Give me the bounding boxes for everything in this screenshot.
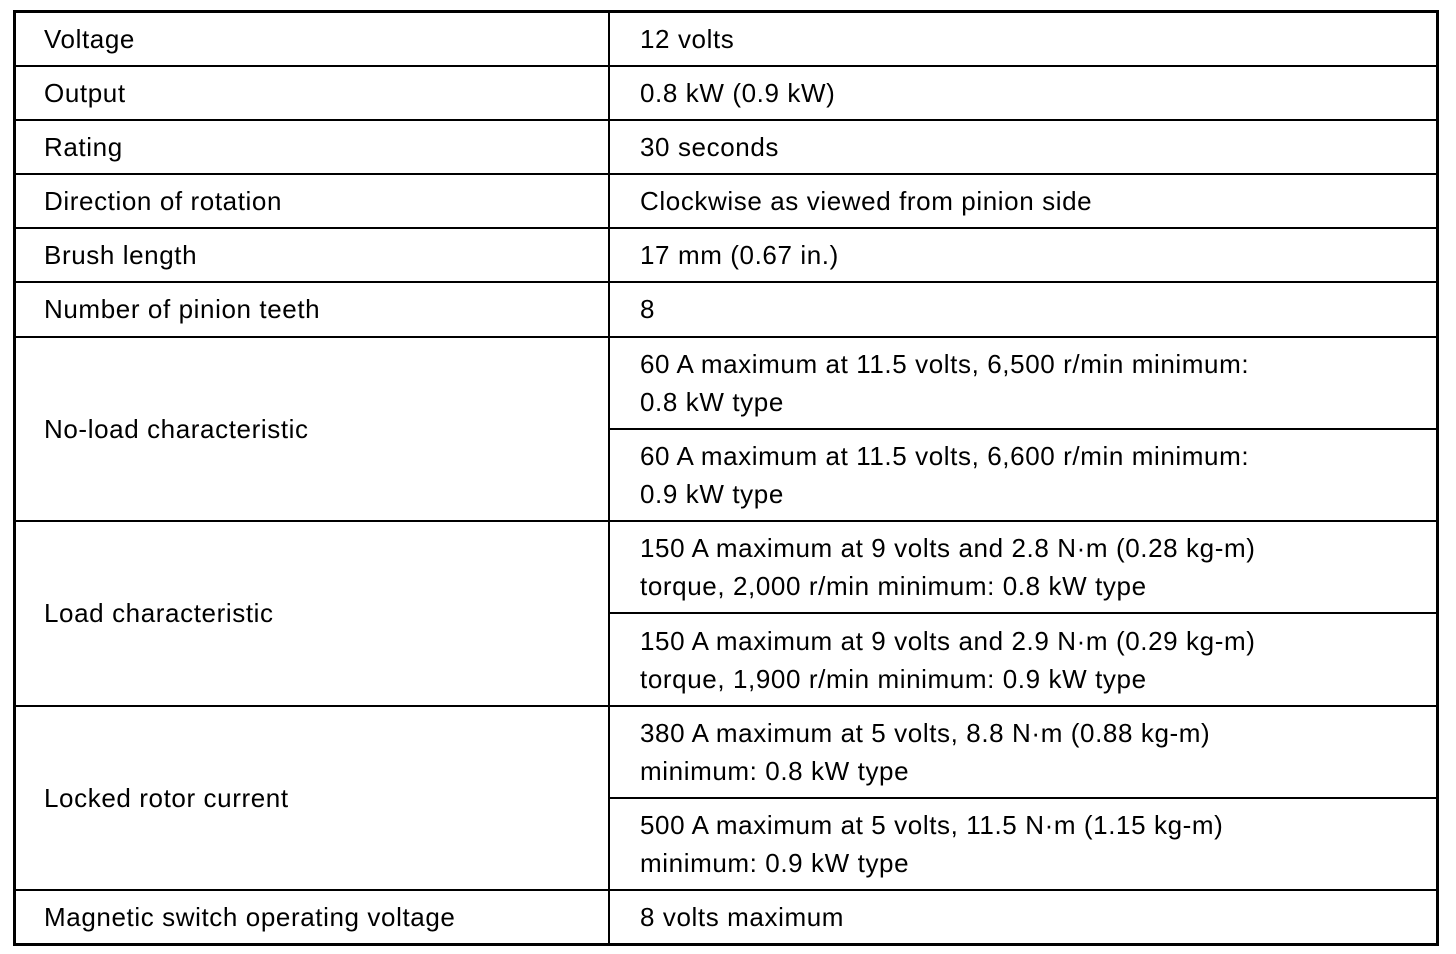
- row-label-output: Output: [15, 66, 610, 120]
- table-row: [15, 120, 1438, 174]
- value-line: minimum: 0.9 kW type: [640, 848, 910, 879]
- row-value-locked-rotor-1: [609, 706, 1438, 798]
- row-value-load-2: [609, 613, 1438, 705]
- row-value-no-load-1: [609, 337, 1438, 429]
- table-row: [15, 228, 1438, 282]
- value-line: minimum: 0.8 kW type: [640, 755, 910, 786]
- row-value-no-load-2: [609, 429, 1438, 521]
- value-line: 0.9 kW type: [640, 478, 784, 509]
- table-row: [15, 66, 1438, 120]
- value-line: 150 A maximum at 9 volts and 2.9 N·m (0.29 kg-m): [640, 625, 1256, 656]
- row-value-magnetic-switch: 8 volts maximum: [609, 890, 1438, 944]
- value-line: 0.8 kW type: [640, 386, 784, 417]
- row-value-rating: 30 seconds: [609, 120, 1438, 174]
- table-row: [15, 174, 1438, 228]
- value-line: torque, 2,000 r/min minimum: 0.8 kW type: [640, 571, 1147, 602]
- row-label-pinion-teeth: Number of pinion teeth: [15, 282, 610, 336]
- row-value-voltage: 12 volts: [609, 12, 1438, 66]
- row-label-direction: Direction of rotation: [15, 174, 610, 228]
- row-label-rating: Rating: [15, 120, 610, 174]
- row-value-direction: Clockwise as viewed from pinion side: [609, 174, 1438, 228]
- value-line: 60 A maximum at 11.5 volts, 6,600 r/min minimum:: [640, 440, 1250, 471]
- row-label-no-load: No-load characteristic: [15, 337, 610, 522]
- value-line: 150 A maximum at 9 volts and 2.8 N·m (0.28 kg-m): [640, 533, 1256, 564]
- value-line: 500 A maximum at 5 volts, 11.5 N·m (1.15 kg-m): [640, 810, 1224, 841]
- row-label-voltage: Voltage: [15, 12, 610, 66]
- row-label-brush-length: Brush length: [15, 228, 610, 282]
- row-value-locked-rotor-2: [609, 798, 1438, 890]
- row-value-pinion-teeth: 8: [609, 282, 1438, 336]
- row-label-load: Load characteristic: [15, 521, 610, 706]
- row-value-output: 0.8 kW (0.9 kW): [609, 66, 1438, 120]
- row-value-load-1: [609, 521, 1438, 613]
- table-row: [15, 521, 1438, 613]
- table-row: [15, 337, 1438, 429]
- table-row: [15, 282, 1438, 336]
- row-label-magnetic-switch: Magnetic switch operating voltage: [15, 890, 610, 944]
- row-label-locked-rotor: Locked rotor current: [15, 706, 610, 891]
- value-line: torque, 1,900 r/min minimum: 0.9 kW type: [640, 663, 1147, 694]
- table-row: [15, 890, 1438, 944]
- table-row: [15, 12, 1438, 66]
- table-row: [15, 706, 1438, 798]
- row-value-brush-length: 17 mm (0.67 in.): [609, 228, 1438, 282]
- value-line: 380 A maximum at 5 volts, 8.8 N·m (0.88 kg-m): [640, 717, 1211, 748]
- value-line: 60 A maximum at 11.5 volts, 6,500 r/min minimum:: [640, 348, 1250, 379]
- starter-specifications-table: [13, 10, 1439, 946]
